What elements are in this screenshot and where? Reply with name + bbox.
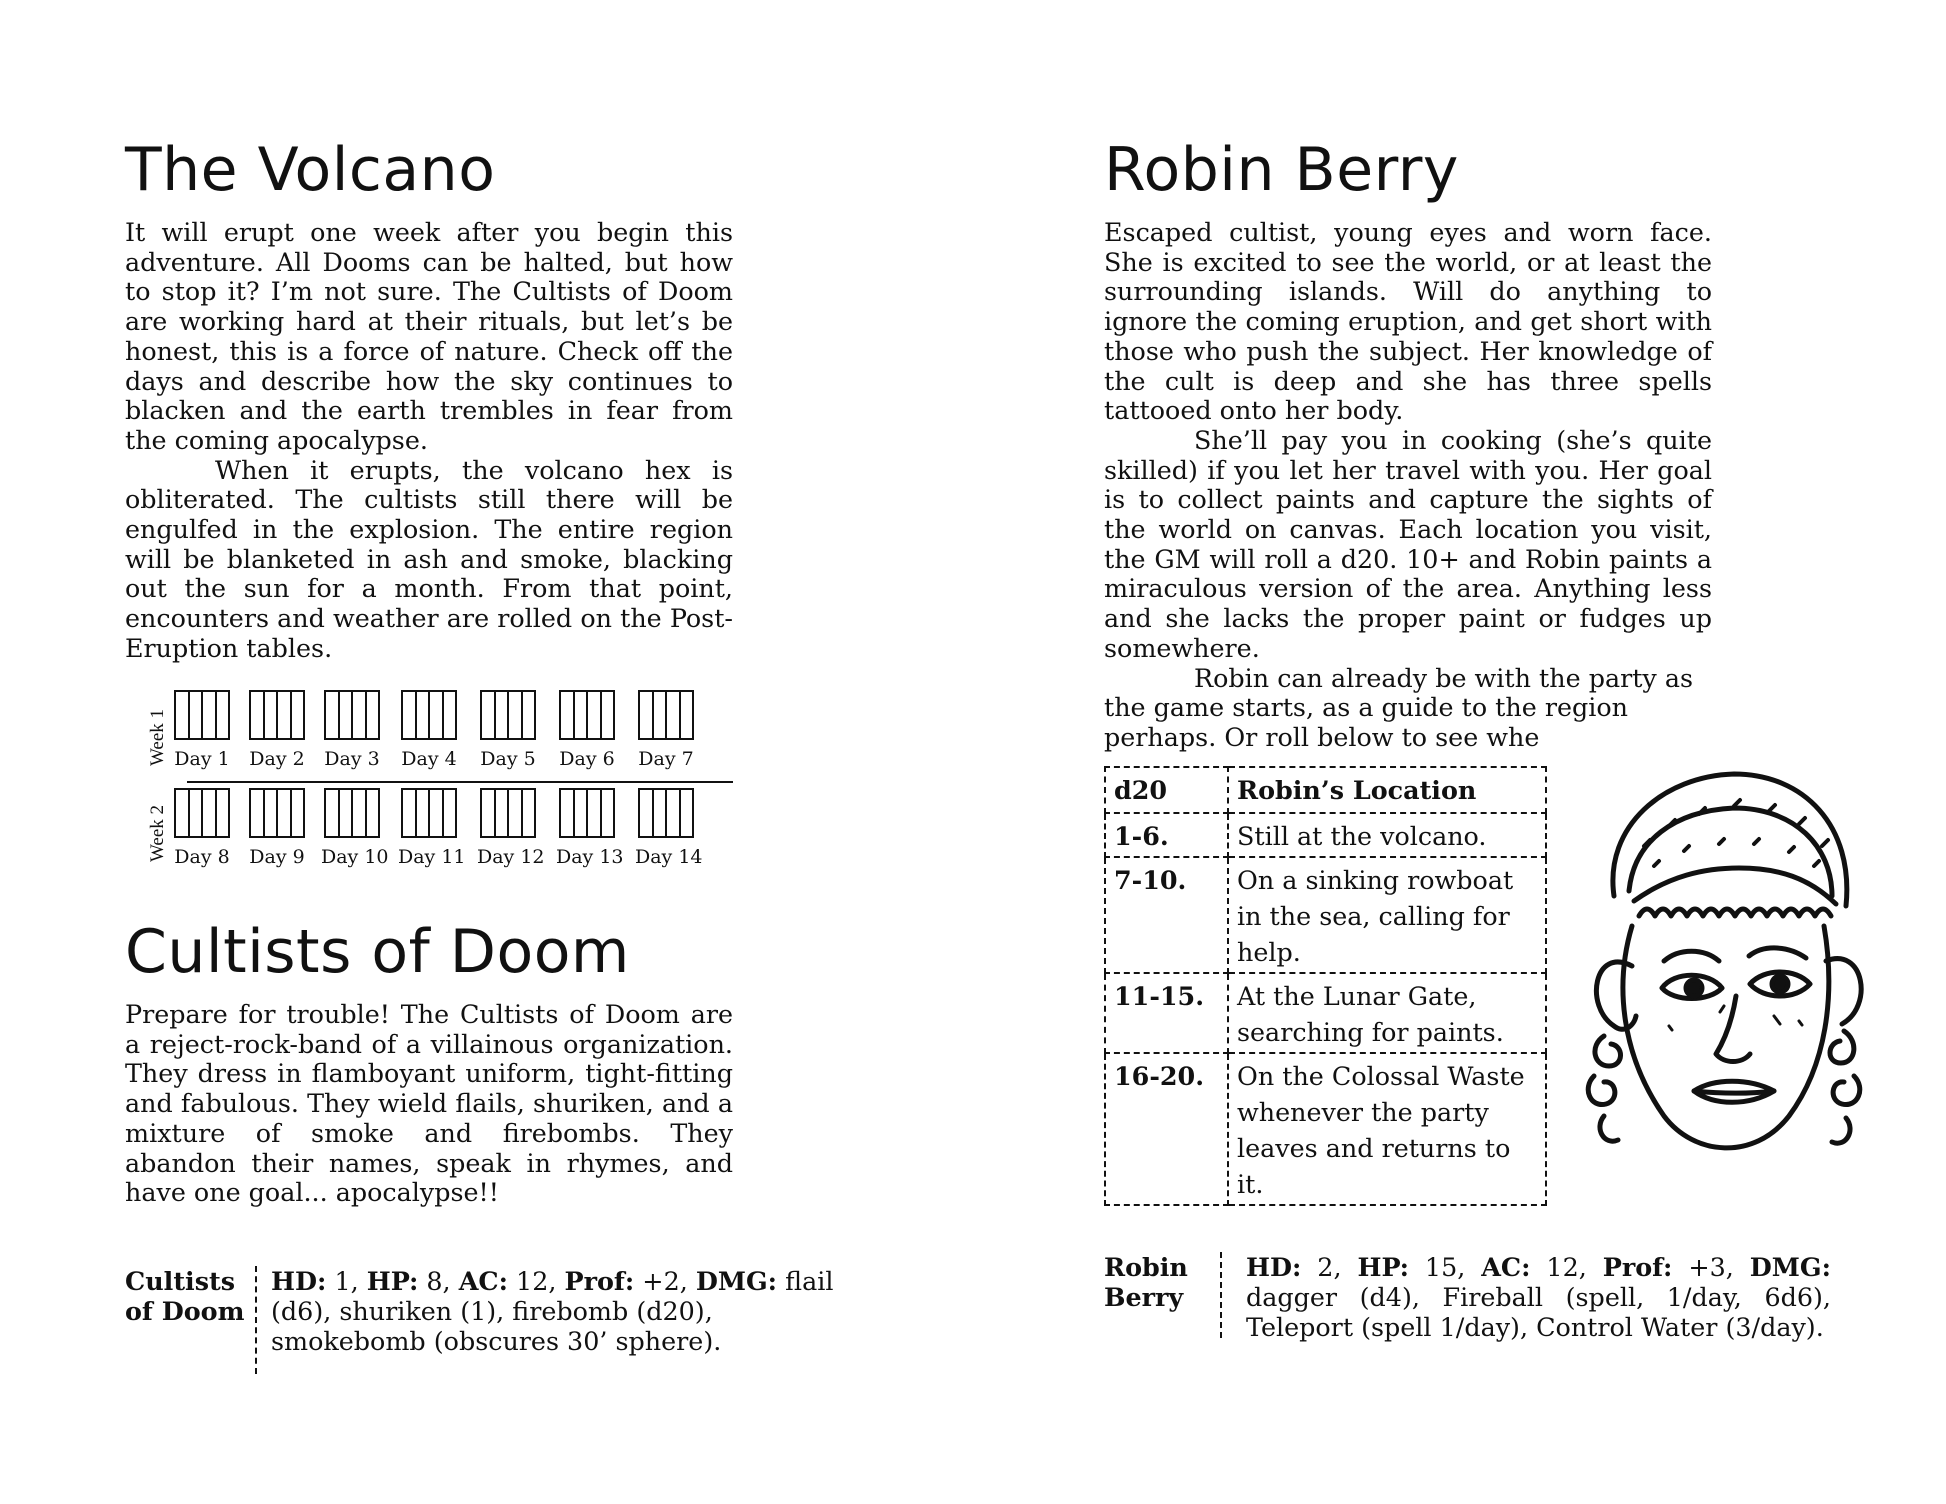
day-check-boxes[interactable] xyxy=(480,788,536,838)
day-check-box[interactable] xyxy=(681,692,693,738)
robin-title: Robin Berry xyxy=(1104,135,1459,205)
day-check-boxes[interactable] xyxy=(401,788,457,838)
prof-label: Prof: xyxy=(1602,1252,1673,1282)
day-checkbox-group[interactable] xyxy=(556,788,624,868)
day-checkbox-group[interactable] xyxy=(246,690,308,770)
day-check-box[interactable] xyxy=(430,790,444,836)
table-cell-roll: 7-10. xyxy=(1105,857,1228,973)
day-check-box[interactable] xyxy=(523,790,535,836)
table-cell-roll: 16-20. xyxy=(1105,1053,1228,1205)
table-header-row xyxy=(1105,767,1546,813)
day-check-box[interactable] xyxy=(523,692,535,738)
day-check-box[interactable] xyxy=(353,790,367,836)
dmg-value: flail (d6), shuriken (1), firebomb (d20), smokebomb (obscures 30’ sphere). xyxy=(271,1266,834,1356)
day-label: Day 9 xyxy=(249,846,305,868)
day-check-box[interactable] xyxy=(292,790,304,836)
day-checkbox-group[interactable] xyxy=(398,690,460,770)
day-check-boxes[interactable] xyxy=(559,690,615,740)
day-label: Day 1 xyxy=(174,748,230,770)
cultists-stat-text xyxy=(271,1266,861,1374)
day-label: Day 7 xyxy=(638,748,694,770)
day-check-box[interactable] xyxy=(561,692,575,738)
day-check-box[interactable] xyxy=(588,790,602,836)
day-check-box[interactable] xyxy=(561,790,575,836)
day-label: Day 14 xyxy=(635,846,703,868)
day-check-box[interactable] xyxy=(217,790,229,836)
hd-label: HD: xyxy=(1246,1252,1302,1282)
day-label: Day 10 xyxy=(321,846,389,868)
hp-value: 8, xyxy=(418,1266,459,1296)
day-checkbox-group[interactable] xyxy=(635,788,703,868)
robin-paragraph-3: Robin can already be with the party as the game starts, as a guide to the region perhaps. Or roll below to see whe xyxy=(1104,662,1694,752)
day-check-boxes[interactable] xyxy=(401,690,457,740)
day-check-box[interactable] xyxy=(654,692,668,738)
robin-stat-text xyxy=(1246,1252,1831,1342)
hd-value: 2, xyxy=(1301,1252,1358,1282)
day-check-box[interactable] xyxy=(417,790,431,836)
cultists-stat-block xyxy=(125,1266,865,1374)
table-row xyxy=(1105,1053,1546,1205)
day-check-box[interactable] xyxy=(509,692,523,738)
day-check-box[interactable] xyxy=(340,790,354,836)
volcano-paragraph-1: It will erupt one week after you begin this adventure. All Dooms can be halted, but how to stop it? I’m not sure. The Cultists of Doom are working hard at their rituals, but let’s be honest, this is a force of nature. Check off the days and describe how the sky continues to blacken and the earth trembles in fear from the coming apocalypse. xyxy=(125,217,733,455)
robin-paragraph-1: Escaped cultist, young eyes and worn face. She is excited to see the world, or at least the surrounding islands. Will do anything to ignore the coming eruption, and get short with those who push the subject. Her knowledge of the cult is deep and she has three spells tattooed onto her body. xyxy=(1104,217,1712,426)
hp-value: 15, xyxy=(1409,1252,1482,1282)
table-cell-location: At the Lunar Gate, searching for paints. xyxy=(1228,973,1546,1053)
dmg-value: dagger (d4), Fireball (spell, 1/day, 6d6), Teleport (spell 1/day), Control Water (3/day). xyxy=(1246,1282,1831,1342)
cultists-paragraph: Prepare for trouble! The Cultists of Doom are a reject-rock-band of a villainous organization. They dress in flamboyant uniform, tight-fitting and fabulous. They wield flails, shuriken, and a mixture of smoke and firebombs. They abandon their names, speak in rhymes, and have one goal... apocalypse!! xyxy=(125,999,733,1208)
day-check-box[interactable] xyxy=(203,692,217,738)
table-cell-location: On a sinking rowboat in the sea, calling for help. xyxy=(1228,857,1546,973)
day-checkbox-group[interactable] xyxy=(171,690,233,770)
day-check-box[interactable] xyxy=(367,692,379,738)
day-check-box[interactable] xyxy=(326,790,340,836)
day-check-box[interactable] xyxy=(509,790,523,836)
volcano-body xyxy=(125,218,733,664)
day-check-boxes[interactable] xyxy=(174,788,230,838)
day-check-box[interactable] xyxy=(217,692,229,738)
day-check-box[interactable] xyxy=(403,692,417,738)
dmg-label: DMG: xyxy=(1749,1252,1831,1282)
ac-value: 12, xyxy=(1530,1252,1603,1282)
ac-label: AC: xyxy=(458,1266,508,1296)
table-header-d20: d20 xyxy=(1105,767,1228,813)
day-check-box[interactable] xyxy=(667,790,681,836)
day-check-box[interactable] xyxy=(654,790,668,836)
day-check-box[interactable] xyxy=(203,790,217,836)
day-check-box[interactable] xyxy=(482,790,496,836)
day-tracker xyxy=(125,690,733,880)
table-header-location: Robin’s Location xyxy=(1228,767,1546,813)
cultists-title: Cultists of Doom xyxy=(125,917,630,987)
day-check-box[interactable] xyxy=(640,790,654,836)
day-check-box[interactable] xyxy=(292,692,304,738)
table-cell-location: Still at the volcano. xyxy=(1228,813,1546,857)
day-checkbox-group[interactable] xyxy=(556,690,618,770)
day-check-box[interactable] xyxy=(403,790,417,836)
day-check-box[interactable] xyxy=(340,692,354,738)
day-checkbox-group[interactable] xyxy=(321,788,389,868)
day-check-box[interactable] xyxy=(444,692,456,738)
day-check-boxes[interactable] xyxy=(638,690,694,740)
day-check-boxes[interactable] xyxy=(174,690,230,740)
day-checkbox-group[interactable] xyxy=(246,788,308,868)
robin-body xyxy=(1104,218,1712,753)
day-check-box[interactable] xyxy=(667,692,681,738)
day-check-box[interactable] xyxy=(640,692,654,738)
day-check-box[interactable] xyxy=(190,692,204,738)
day-check-boxes[interactable] xyxy=(249,690,305,740)
cultists-body xyxy=(125,1000,733,1208)
table-cell-location: On the Colossal Waste whenever the party leaves and returns to it. xyxy=(1228,1053,1546,1205)
day-check-box[interactable] xyxy=(482,692,496,738)
day-label: Day 5 xyxy=(480,748,536,770)
prof-value: +2, xyxy=(634,1266,696,1296)
robin-location-table xyxy=(1104,766,1547,1206)
hd-label: HD: xyxy=(271,1266,327,1296)
ac-value: 12, xyxy=(507,1266,565,1296)
volcano-paragraph-2: When it erupts, the volcano hex is obliterated. The cultists still there will be engulfed in the explosion. The entire region will be blanketed in ash and smoke, blacking out the sun for a month. From that point, encounters and weather are rolled on the Post-Eruption tables. xyxy=(125,454,733,663)
day-check-box[interactable] xyxy=(602,790,614,836)
day-check-box[interactable] xyxy=(430,692,444,738)
day-label: Day 13 xyxy=(556,846,624,868)
day-checkbox-group[interactable] xyxy=(635,690,697,770)
day-check-box[interactable] xyxy=(681,790,693,836)
day-check-box[interactable] xyxy=(367,790,379,836)
day-check-box[interactable] xyxy=(444,790,456,836)
day-check-box[interactable] xyxy=(496,790,510,836)
robin-stat-block xyxy=(1104,1252,1844,1342)
day-check-box[interactable] xyxy=(176,692,190,738)
day-label: Day 8 xyxy=(174,846,230,868)
day-checkbox-group[interactable] xyxy=(477,788,545,868)
day-check-box[interactable] xyxy=(265,692,279,738)
day-check-box[interactable] xyxy=(251,692,265,738)
hp-label: HP: xyxy=(1357,1252,1410,1282)
week-divider xyxy=(187,781,733,783)
cultists-stat-name: Cultists of Doom xyxy=(125,1266,245,1326)
table-row xyxy=(1105,973,1546,1053)
day-label: Day 3 xyxy=(324,748,380,770)
day-check-box[interactable] xyxy=(278,692,292,738)
dmg-label: DMG: xyxy=(695,1266,778,1296)
table-cell-roll: 11-15. xyxy=(1105,973,1228,1053)
day-check-box[interactable] xyxy=(496,692,510,738)
day-label: Day 2 xyxy=(249,748,305,770)
robin-paragraph-2: She’ll pay you in cooking (she’s quite skilled) if you let her travel with you. Her goal is to collect paints and capture the sights of the world on canvas. Each location you visit, the GM will roll a d20. 10+ and Robin paints a miraculous version of the area. Anything less and she lacks the proper paint or fudges up somewhere. xyxy=(1104,424,1712,663)
day-check-box[interactable] xyxy=(602,692,614,738)
stat-divider xyxy=(1220,1252,1222,1338)
day-checkbox-group[interactable] xyxy=(171,788,233,868)
table-row xyxy=(1105,813,1546,857)
prof-label: Prof: xyxy=(564,1266,635,1296)
robin-stat-name: Robin Berry xyxy=(1104,1252,1188,1312)
day-check-boxes[interactable] xyxy=(249,788,305,838)
day-check-box[interactable] xyxy=(575,790,589,836)
prof-value: +3, xyxy=(1672,1252,1750,1282)
day-check-box[interactable] xyxy=(588,692,602,738)
day-check-box[interactable] xyxy=(265,790,279,836)
day-check-boxes[interactable] xyxy=(324,788,380,838)
day-check-boxes[interactable] xyxy=(480,690,536,740)
day-label: Day 12 xyxy=(477,846,545,868)
robin-portrait-icon xyxy=(1574,756,1874,1186)
volcano-title: The Volcano xyxy=(125,135,496,205)
day-check-box[interactable] xyxy=(353,692,367,738)
stat-divider xyxy=(255,1266,257,1374)
ac-label: AC: xyxy=(1481,1252,1531,1282)
day-check-box[interactable] xyxy=(417,692,431,738)
day-checkbox-group[interactable] xyxy=(398,788,466,868)
day-check-box[interactable] xyxy=(575,692,589,738)
day-check-box[interactable] xyxy=(278,790,292,836)
week-2-label: Week 2 xyxy=(147,804,168,862)
day-label: Day 6 xyxy=(559,748,615,770)
day-checkbox-group[interactable] xyxy=(321,690,383,770)
day-check-box[interactable] xyxy=(176,790,190,836)
day-check-boxes[interactable] xyxy=(559,788,615,838)
day-check-boxes[interactable] xyxy=(638,788,694,838)
table-cell-roll: 1-6. xyxy=(1105,813,1228,857)
hp-label: HP: xyxy=(366,1266,419,1296)
day-check-box[interactable] xyxy=(251,790,265,836)
day-label: Day 4 xyxy=(401,748,457,770)
day-check-box[interactable] xyxy=(326,692,340,738)
week-1-label: Week 1 xyxy=(147,708,168,766)
day-check-box[interactable] xyxy=(190,790,204,836)
day-label: Day 11 xyxy=(398,846,466,868)
hd-value: 1, xyxy=(326,1266,367,1296)
day-check-boxes[interactable] xyxy=(324,690,380,740)
table-row xyxy=(1105,857,1546,973)
day-checkbox-group[interactable] xyxy=(477,690,539,770)
